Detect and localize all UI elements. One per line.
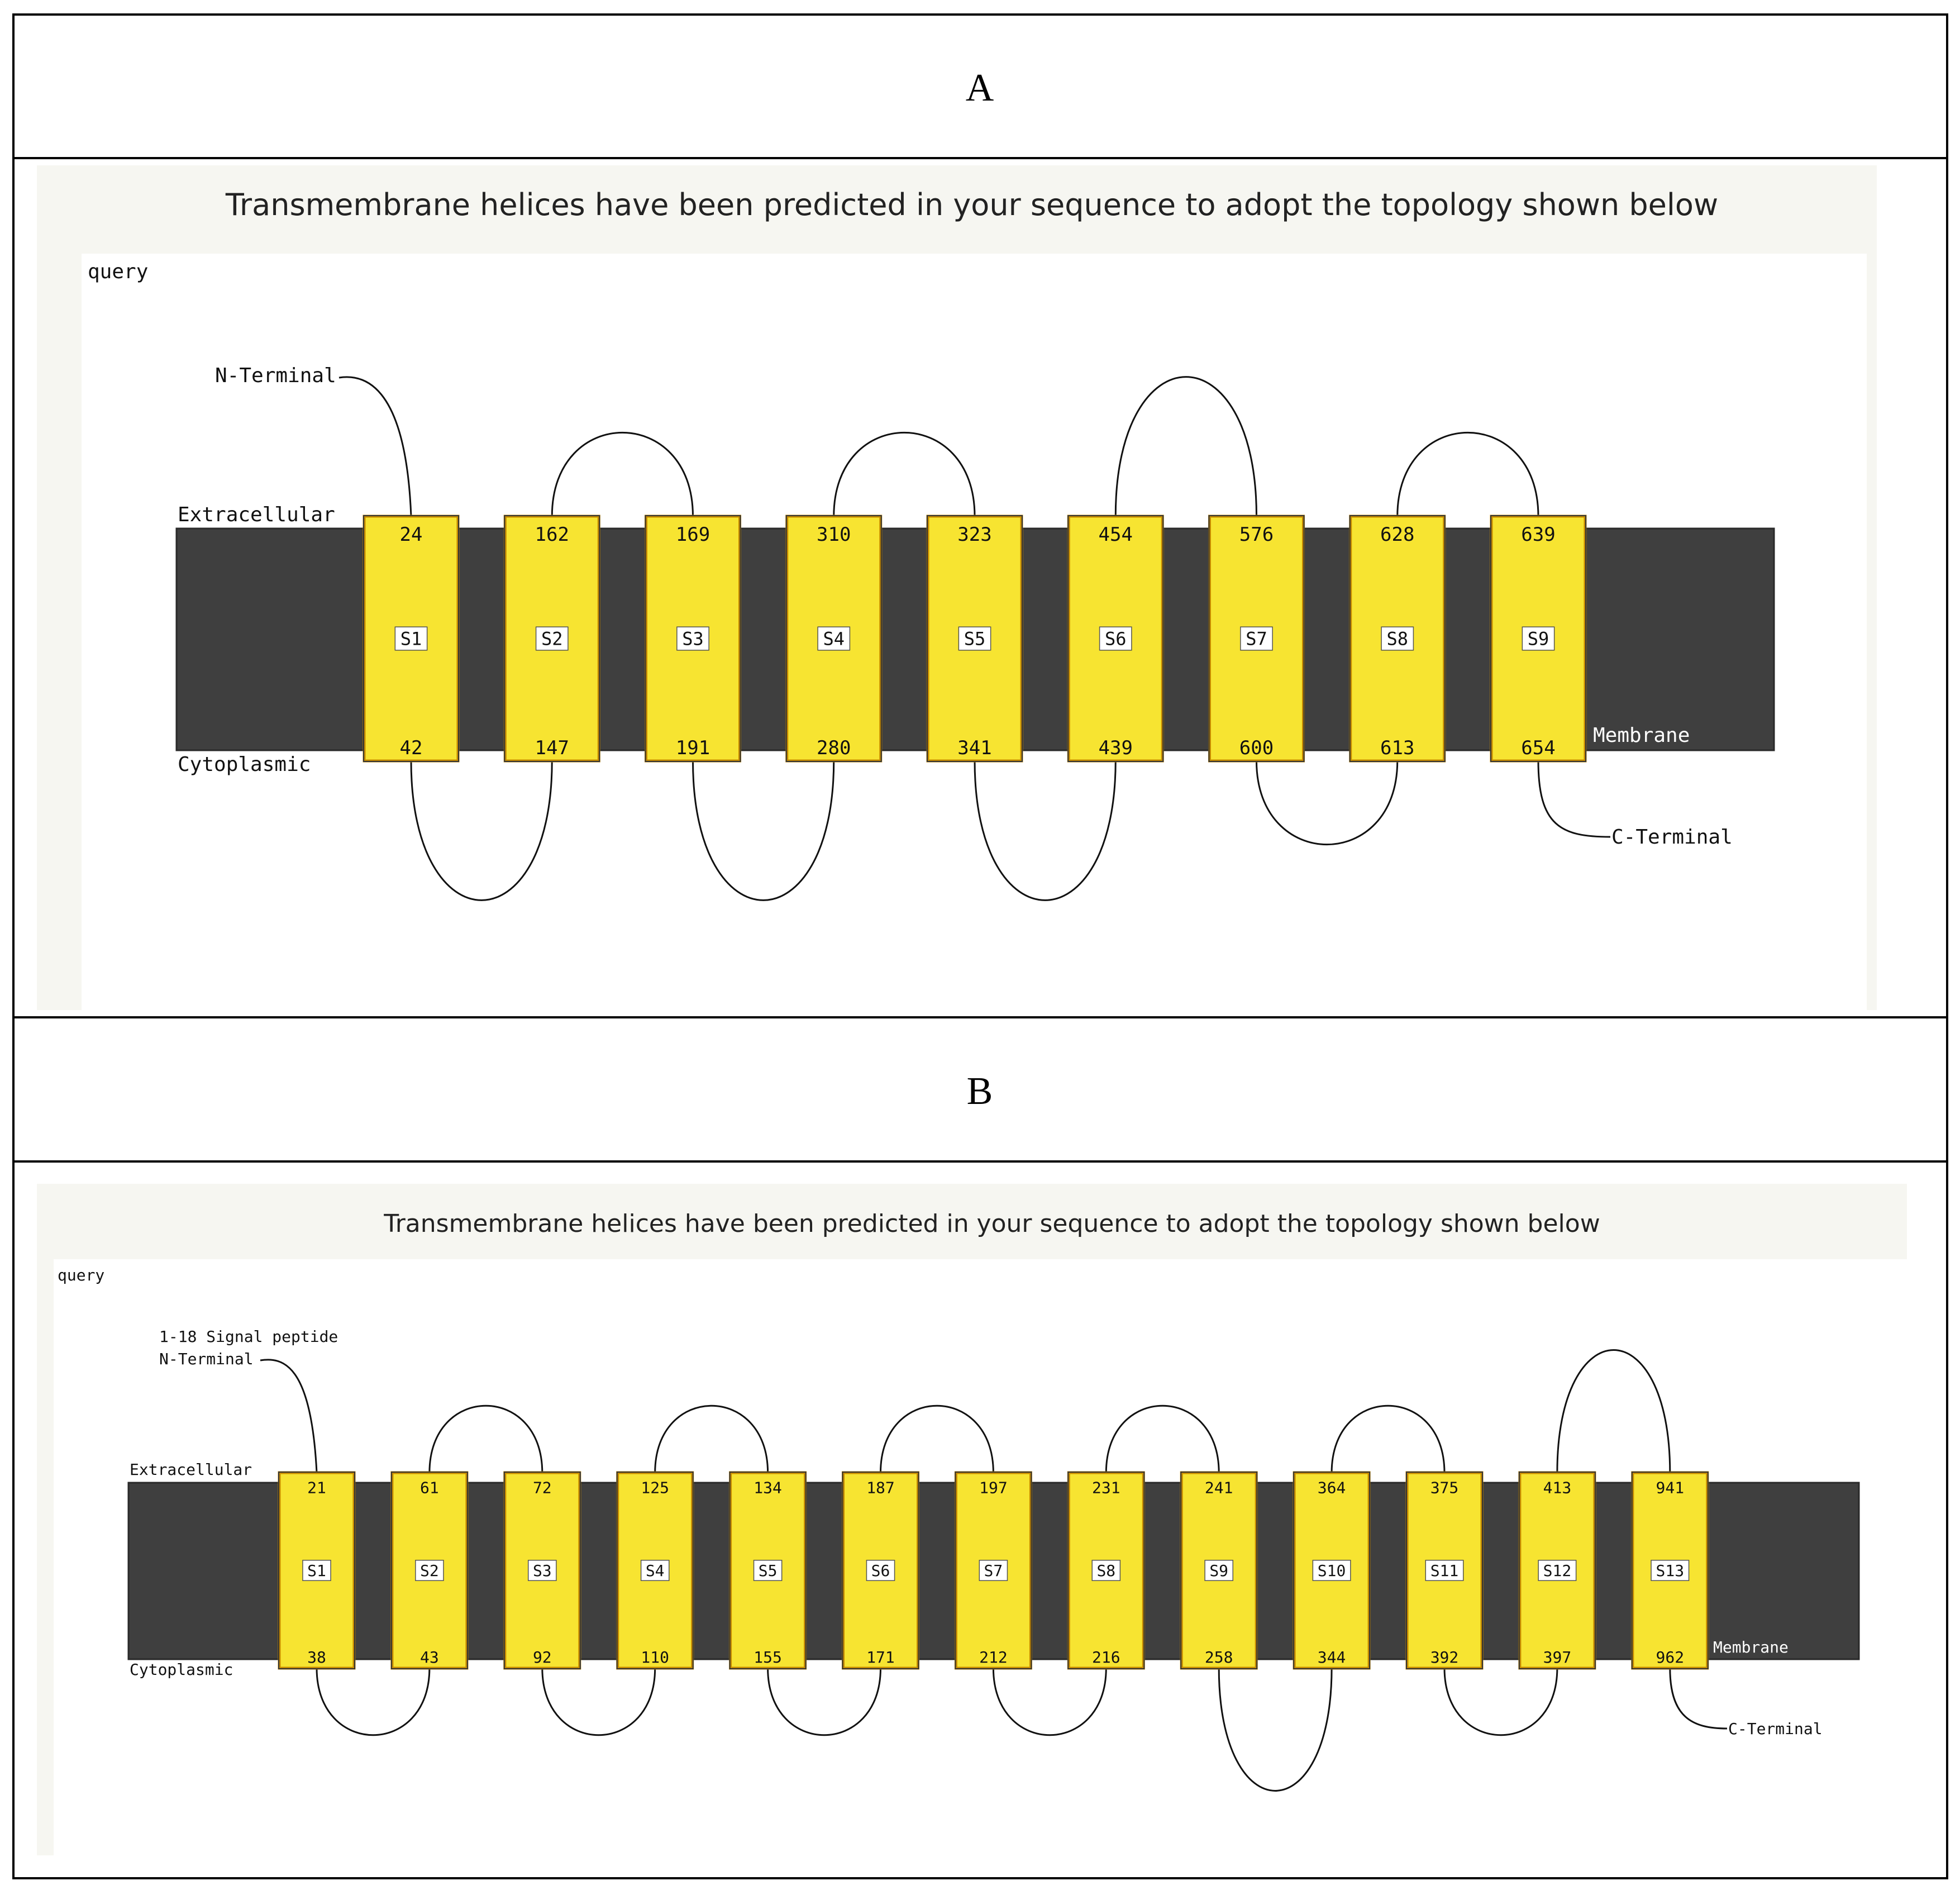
helix-top-position: 61 (420, 1478, 439, 1497)
panel-a-title: Transmembrane helices have been predicted in your sequence to adopt the topology shown below (225, 187, 1719, 222)
helix-s9 (1491, 516, 1586, 761)
helix-s4 (617, 1472, 693, 1669)
query-label: query (58, 1266, 105, 1284)
helix-top-position: 125 (641, 1478, 669, 1497)
panel-a-label: A (965, 66, 994, 109)
n-terminal-label: N-Terminal (159, 1350, 254, 1368)
helix-s13 (1632, 1472, 1708, 1669)
helix-name: S12 (1543, 1561, 1572, 1580)
helix-top-position: 413 (1543, 1478, 1572, 1497)
helix-top-position: 21 (307, 1478, 326, 1497)
helix-top-position: 323 (957, 523, 992, 546)
helix-top-position: 197 (979, 1478, 1008, 1497)
helix-bottom-position: 147 (535, 737, 569, 760)
helix-s7 (1209, 516, 1304, 761)
c-terminal-label: C-Terminal (1611, 826, 1733, 849)
helix-top-position: 310 (817, 523, 851, 546)
helix-name: S4 (823, 628, 845, 650)
helix-bottom-position: 392 (1430, 1648, 1459, 1667)
helix-name: S2 (541, 628, 563, 650)
helix-bottom-position: 962 (1656, 1648, 1685, 1667)
helix-s1 (364, 516, 459, 761)
helix-s9 (1181, 1472, 1257, 1669)
helix-bottom-position: 216 (1092, 1648, 1120, 1667)
helix-top-position: 454 (1098, 523, 1133, 546)
helix-s1 (279, 1472, 355, 1669)
n-terminal-label: N-Terminal (215, 364, 336, 387)
helix-top-position: 576 (1239, 523, 1274, 546)
helix-name: S7 (984, 1561, 1003, 1580)
helix-s8 (1068, 1472, 1144, 1669)
helix-bottom-position: 397 (1543, 1648, 1572, 1667)
helix-top-position: 162 (535, 523, 569, 546)
helix-name: S2 (420, 1561, 439, 1580)
helix-bottom-position: 600 (1239, 737, 1274, 760)
helix-name: S5 (964, 628, 986, 650)
helix-name: S5 (758, 1561, 778, 1580)
helix-name: S10 (1317, 1561, 1346, 1580)
helix-top-position: 364 (1317, 1478, 1346, 1497)
helix-bottom-position: 439 (1098, 737, 1133, 760)
helix-name: S8 (1386, 628, 1409, 650)
helix-s5 (730, 1472, 806, 1669)
helix-top-position: 24 (399, 523, 423, 546)
helix-bottom-position: 92 (532, 1648, 552, 1667)
helix-s2 (504, 516, 599, 761)
helix-top-position: 628 (1380, 523, 1415, 546)
helix-top-position: 134 (754, 1478, 782, 1497)
helix-name: S3 (532, 1561, 552, 1580)
helix-s11 (1406, 1472, 1482, 1669)
query-label: query (88, 260, 149, 283)
helix-bottom-position: 43 (420, 1648, 439, 1667)
panel-b-label: B (966, 1070, 993, 1113)
helix-name: S9 (1209, 1561, 1229, 1580)
helix-top-position: 187 (866, 1478, 895, 1497)
helix-bottom-position: 191 (675, 737, 710, 760)
helix-name: S13 (1656, 1561, 1685, 1580)
helix-top-position: 241 (1204, 1478, 1233, 1497)
helix-bottom-position: 155 (754, 1648, 782, 1667)
helix-name: S9 (1527, 628, 1549, 650)
cytoplasmic-label: Cytoplasmic (178, 753, 311, 776)
extracellular-label: Extracellular (178, 503, 335, 526)
helix-top-position: 169 (675, 523, 710, 546)
helix-s4 (786, 516, 881, 761)
helix-bottom-position: 38 (307, 1648, 326, 1667)
helix-bottom-position: 110 (641, 1648, 669, 1667)
helix-name: S1 (307, 1561, 326, 1580)
signal-peptide-label: 1-18 Signal peptide (159, 1327, 338, 1346)
helix-s7 (955, 1472, 1031, 1669)
helix-s6 (1068, 516, 1163, 761)
helix-name: S7 (1246, 628, 1267, 650)
membrane-label: Membrane (1713, 1638, 1789, 1656)
helix-s5 (927, 516, 1022, 761)
helix-bottom-position: 258 (1204, 1648, 1233, 1667)
helix-s3 (646, 516, 741, 761)
helix-bottom-position: 613 (1380, 737, 1415, 760)
panel-b-title: Transmembrane helices have been predicted in your sequence to adopt the topology shown below (384, 1210, 1600, 1238)
helix-s12 (1519, 1472, 1595, 1669)
helix-bottom-position: 344 (1317, 1648, 1346, 1667)
helix-name: S8 (1096, 1561, 1116, 1580)
helix-bottom-position: 654 (1521, 737, 1556, 760)
helix-s3 (504, 1472, 580, 1669)
helix-bottom-position: 341 (957, 737, 992, 760)
helix-s6 (843, 1472, 919, 1669)
helix-name: S6 (1104, 628, 1127, 650)
helix-name: S6 (871, 1561, 890, 1580)
helix-bottom-position: 171 (866, 1648, 895, 1667)
helix-top-position: 941 (1656, 1478, 1685, 1497)
helix-top-position: 231 (1092, 1478, 1120, 1497)
cytoplasmic-label: Cytoplasmic (130, 1660, 233, 1679)
helix-s10 (1294, 1472, 1370, 1669)
helix-top-position: 72 (532, 1478, 552, 1497)
helix-name: S3 (682, 628, 704, 650)
helix-bottom-position: 280 (817, 737, 851, 760)
extracellular-label: Extracellular (130, 1460, 252, 1479)
helix-name: S1 (400, 628, 422, 650)
helix-bottom-position: 212 (979, 1648, 1008, 1667)
helix-name: S11 (1430, 1561, 1459, 1580)
helix-top-position: 639 (1521, 523, 1556, 546)
helix-s8 (1350, 516, 1445, 761)
c-terminal-label: C-Terminal (1728, 1720, 1823, 1738)
membrane-label: Membrane (1593, 724, 1690, 747)
helix-name: S4 (645, 1561, 665, 1580)
helix-bottom-position: 42 (399, 737, 423, 760)
helix-s2 (392, 1472, 468, 1669)
helix-top-position: 375 (1430, 1478, 1459, 1497)
